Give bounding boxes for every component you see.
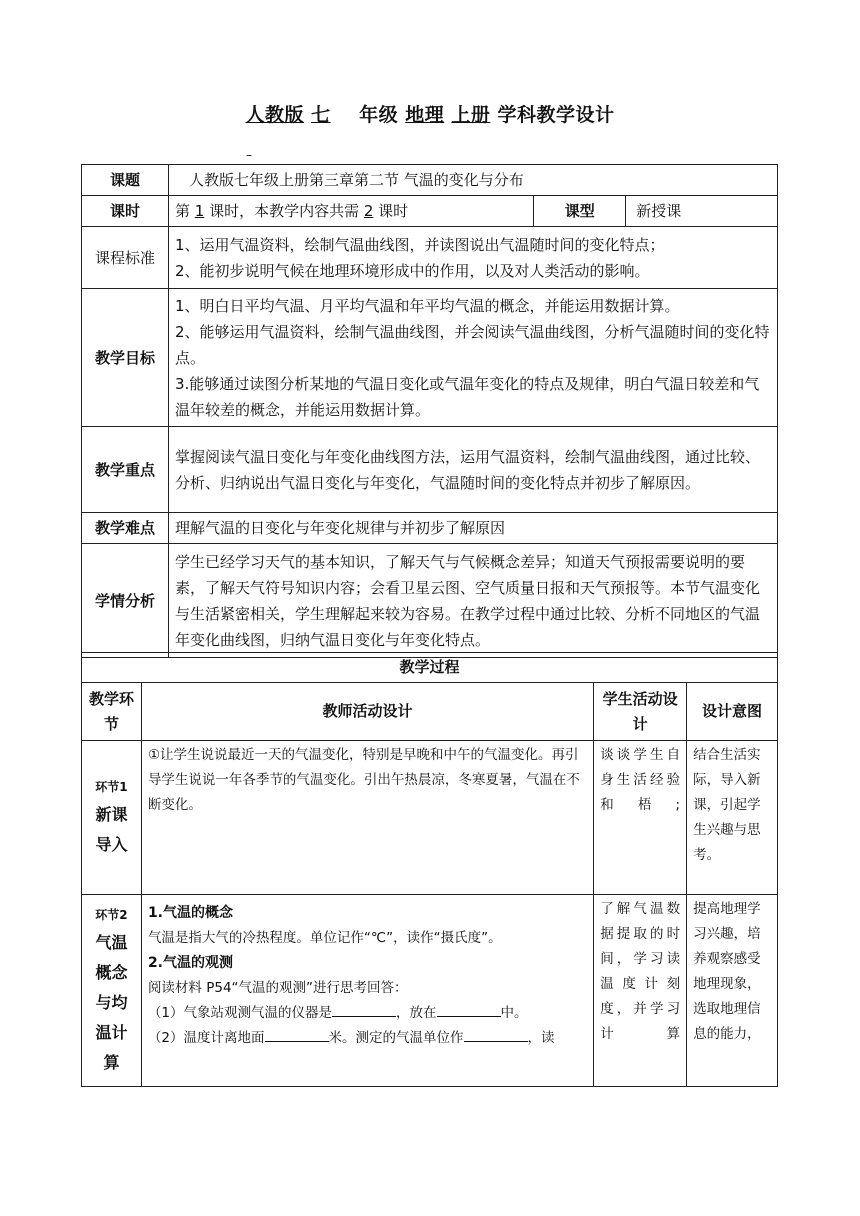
blank-line xyxy=(332,1002,396,1017)
hours-total: 2 xyxy=(363,202,374,220)
q2-text-b: 米。测定的气温单位作 xyxy=(328,1030,464,1046)
stage-name: 新课导入 xyxy=(95,805,128,854)
hours-value xyxy=(168,196,533,227)
page-title xyxy=(0,100,860,127)
subheading-observe: 2.气温的观测 xyxy=(147,955,233,971)
table-row xyxy=(82,895,778,1087)
difficulty-content: 理解气温的日变化与年变化规律与并初步了解原因 xyxy=(168,513,777,544)
teacher-activity: ①让学生说说最近一天的气温变化，特别是早晚和中午的气温变化。再引导学生说说一年各季节的气温变化。引出午热晨凉，冬寒夏暑，气温在不断变化。 xyxy=(141,741,593,895)
design-intent: 提高地理学习兴趣，培养观察感受地理现象，选取地理信息的能力， xyxy=(687,895,778,1087)
type-value: 新授课 xyxy=(626,196,778,227)
type-label: 课型 xyxy=(534,196,626,227)
goals-label: 教学目标 xyxy=(82,289,169,427)
teacher-activity xyxy=(141,895,593,1087)
standard-label: 课程标准 xyxy=(82,227,169,289)
header-student: 学生活动设计 xyxy=(594,683,687,741)
process-title: 教学过程 xyxy=(82,653,778,683)
difficulty-label: 教学难点 xyxy=(82,513,169,544)
hours-mid: 课时，本教学内容共需 xyxy=(204,202,364,220)
standard-line: 1、运用气温资料，绘制气温曲线图，并读图说出气温随时间的变化特点； xyxy=(174,235,665,254)
design-intent: 结合生活实际，导入新课，引起学生兴趣与思考。 xyxy=(687,741,778,895)
header-intent: 设计意图 xyxy=(687,683,778,741)
key-label: 教学重点 xyxy=(82,427,169,513)
analysis-content: 学生已经学习天气的基本知识，了解天气与气候概念差异；知道天气预报需要说明的要素，了解天气符号知识内容；会看卫星云图、空气质量日报和天气预报等。本节气温变化与生活紧密相关，学生理解起来较为容易。在教学过程中通过比较、分析不同地区的气温年变化曲线图，归纳气温日变化与年变化特点。 xyxy=(168,544,777,658)
student-activity: 谈谈学生自身生活经验和梧; xyxy=(594,741,687,895)
q2-text-c: ，读 xyxy=(527,1030,555,1046)
q2-text-a: （2）温度计离地面 xyxy=(147,1030,265,1046)
question-2 xyxy=(148,1026,587,1051)
hours-label: 课时 xyxy=(82,196,169,227)
process-table xyxy=(81,652,778,1087)
concept-text: 气温是指大气的冷热程度。单位记作“℃”，读作“摄氏度”。 xyxy=(147,930,502,946)
goal-line: 2、能够运用气温资料，绘制气温曲线图，并会阅读气温曲线图，分析气温随时间的变化特点。 xyxy=(174,322,770,367)
q1-text-b: ，放在 xyxy=(396,1005,437,1021)
title-volume: 上册 xyxy=(451,104,491,126)
observe-text: 阅读材料 P54“气温的观测”进行思考回答： xyxy=(147,980,408,996)
goal-line: 1、明白日平均气温、月平均气温和年平均气温的概念，并能运用数据计算。 xyxy=(174,296,680,315)
hours-number: 1 xyxy=(194,202,205,220)
goals-content xyxy=(168,289,777,427)
stray-dash: – xyxy=(246,148,252,162)
hours-prefix: 第 xyxy=(174,202,195,220)
title-grade-num: 七 xyxy=(311,104,331,126)
header-teacher: 教师活动设计 xyxy=(141,683,593,741)
stage-number: 环节2 xyxy=(95,908,128,922)
q1-text-c: 中。 xyxy=(500,1005,528,1021)
stage-cell xyxy=(82,741,142,895)
info-table xyxy=(81,164,778,658)
q1-text-a: （1）气象站观测气温的仪器是 xyxy=(147,1005,333,1021)
stage-number: 环节1 xyxy=(95,780,128,794)
table-row xyxy=(82,741,778,895)
topic-label: 课题 xyxy=(82,165,169,196)
hours-suffix: 课时 xyxy=(373,202,409,220)
blank-line xyxy=(437,1002,501,1017)
blank-line xyxy=(464,1027,528,1042)
stage-cell xyxy=(82,895,142,1087)
key-content: 掌握阅读气温日变化与年变化曲线图方法，运用气温资料，绘制气温曲线图，通过比较、分析、归纳说出气温日变化与年变化，气温随时间的变化特点并初步了解原因。 xyxy=(168,427,777,513)
goal-line: 3.能够通过读图分析某地的气温日变化或气温年变化的特点及规律，明白气温日较差和气温年较差的概念，并能运用数据计算。 xyxy=(174,374,760,419)
standard-content xyxy=(168,227,777,289)
title-grade: 年级 xyxy=(359,104,399,126)
stage-name: 气温概念与均温计算 xyxy=(95,933,128,1072)
student-activity: 了解气温数据提取的时间，学习读温度计刻度，并学习计算 xyxy=(594,895,687,1087)
title-suffix: 学科教学设计 xyxy=(497,104,615,126)
standard-line: 2、能初步说明气候在地理环境形成中的作用，以及对人类活动的影响。 xyxy=(174,261,650,280)
title-subject: 地理 xyxy=(405,104,445,126)
analysis-label: 学情分析 xyxy=(82,544,169,658)
subheading-concept: 1.气温的概念 xyxy=(147,905,233,921)
title-publisher: 人教版 xyxy=(245,104,304,126)
blank-line xyxy=(265,1027,329,1042)
question-1 xyxy=(148,1001,587,1026)
topic-value: 人教版七年级上册第三章第二节 气温的变化与分布 xyxy=(168,165,777,196)
header-stage: 教学环节 xyxy=(82,683,142,741)
